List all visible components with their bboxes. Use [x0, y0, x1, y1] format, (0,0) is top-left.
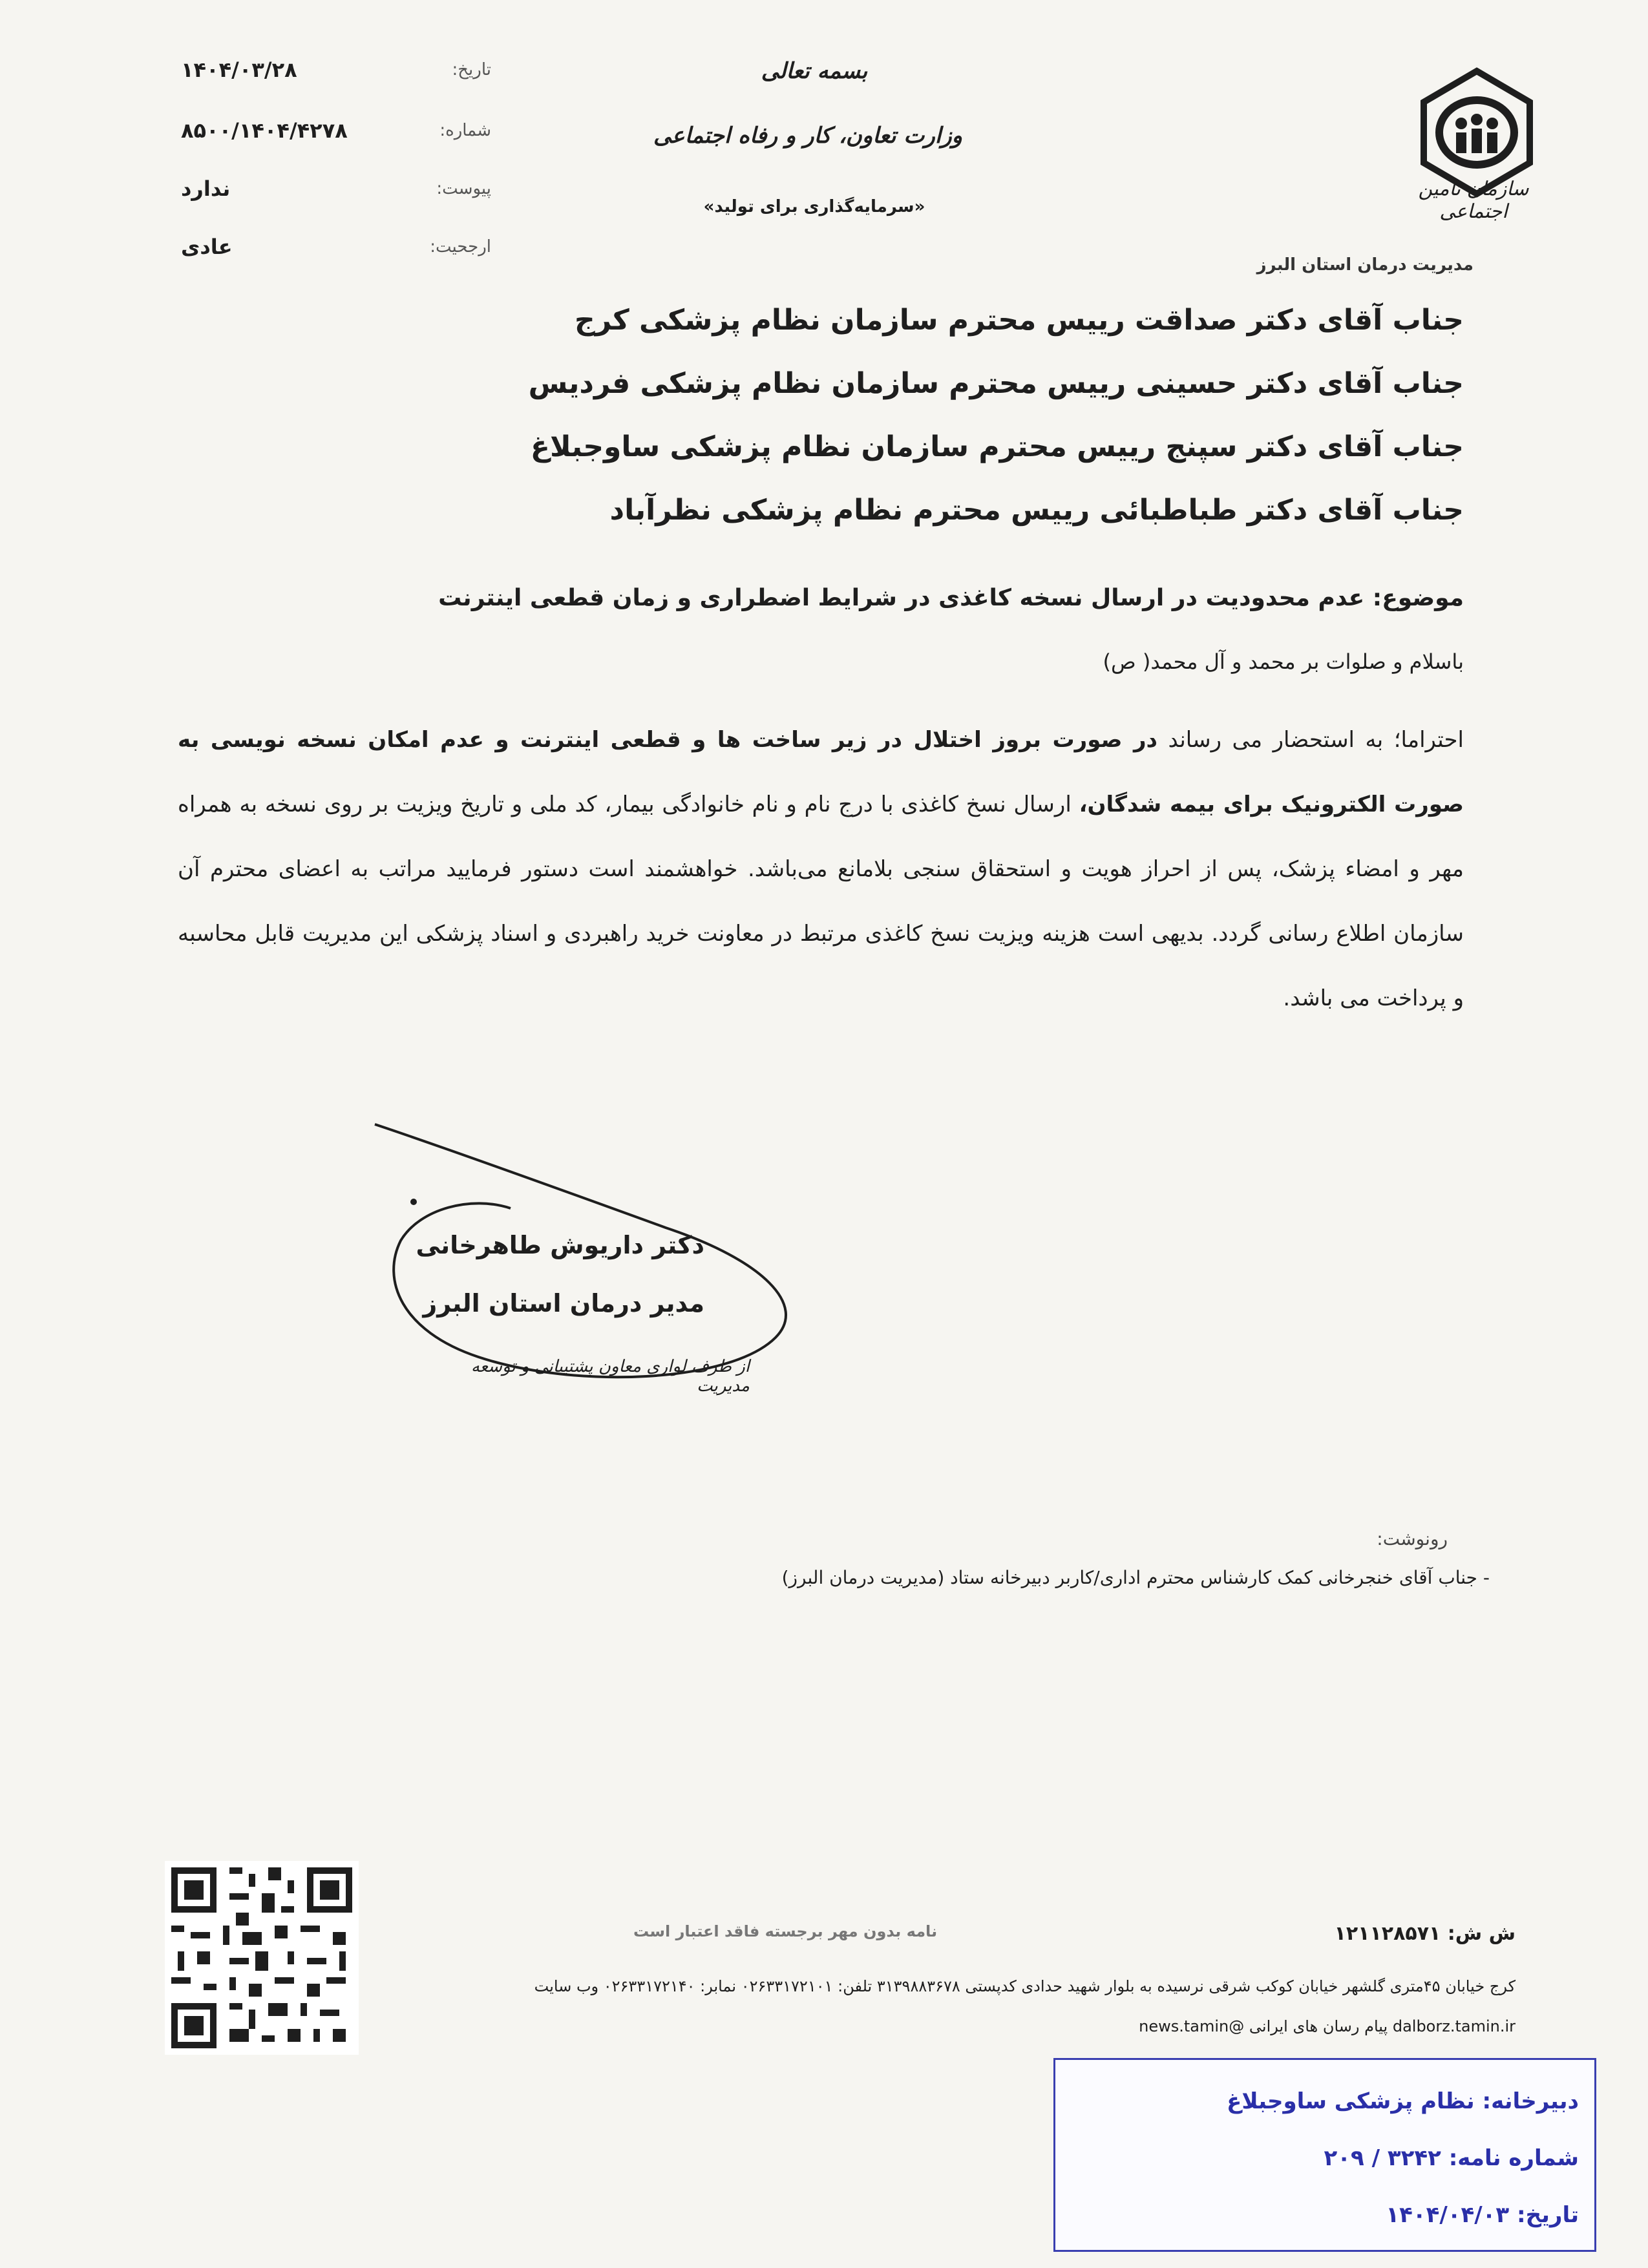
cc-label: رونوشت: [1377, 1528, 1448, 1549]
priority-value: عادی [181, 235, 233, 259]
secretariat-date: تاریخ: ۱۴۰۴/۰۴/۰۳ [1386, 2202, 1579, 2228]
cc-recipient: - جناب آقای خنجرخانی کمک کارشناس محترم اداری/کاربر دبیرخانه ستاد (مدیریت درمان البرز) [781, 1567, 1490, 1588]
date-label: تاریخ: [452, 60, 491, 79]
attachment-value: ندارد [181, 176, 231, 201]
meta-date-row [181, 50, 491, 89]
qr-code-icon [165, 1861, 359, 2055]
footer-contact: dalborz.tamin.ir پیام رسان های ایرانی @news.tamin [1139, 2017, 1516, 2035]
meta-number-row [181, 111, 491, 150]
signer-title: مدیر درمان استان البرز [423, 1289, 704, 1318]
secretariat-stamp [1053, 2058, 1596, 2252]
recipient-line: جناب آقای دکتر صداقت رییس محترم سازمان نظام پزشکی کرج [575, 304, 1464, 337]
body-rest: ارسال نسخ کاغذی با درج نام و نام خانوادگی بیمار، کد ملی و تاریخ ویزیت بر روی نسخه به همراه مهر و امضاء پزشک، پس از احراز هویت و استحقاق سنجی بلامانع می‌باشد. خواهشمند است دستور فرمایید مراتب به اعضای محترم آن سازمان اطلاع رسانی گردد. بدیهی است هزینه ویزیت نسخ کاغذی مرتبط در معاونت خرید راهبردی و اسناد پزشکی این مدیریت قابل محاسبه و پرداخت می باشد. [178, 792, 1464, 1011]
recipient-line: جناب آقای دکتر طباطبائی رییس محترم نظام پزشکی نظرآباد [609, 494, 1464, 527]
ministry-name: وزارت تعاون، کار و رفاه اجتماعی [653, 123, 963, 149]
org-name: سازمان تامین اجتماعی [1418, 178, 1529, 223]
body-emphasis: در صورت بروز اختلال در زیر ساخت ها و قطعی اینترنت و عدم امکان نسخه نویسی به صورت الکترونیک برای بیمه شدگان، [178, 727, 1464, 817]
year-slogan: «سرمایه‌گذاری برای تولید» [703, 197, 925, 216]
meta-priority-row [181, 227, 491, 266]
tracking-number: ش ش: ۱۲۱۱۲۸۵۷۱ [1334, 1922, 1516, 1945]
stamp-validity-note: نامه بدون مهر برجسته فاقد اعتبار است [633, 1922, 938, 1940]
org-subdivision: مدیریت درمان استان البرز [1256, 255, 1474, 275]
secretariat-name: دبیرخانه: نظام پزشکی ساوجبلاغ [1227, 2088, 1579, 2114]
number-label: شماره: [439, 121, 491, 140]
body-intro: احتراما؛ به استحضار می رساند [1157, 727, 1464, 753]
recipient-line: جناب آقای دکتر سپنج رییس محترم سازمان نظام پزشکی ساوجبلاغ [530, 430, 1464, 463]
date-value: ۱۴۰۴/۰۳/۲۸ [181, 58, 297, 82]
signer-name: دکتر داریوش طاهرخانی [416, 1231, 704, 1259]
letter-body [178, 708, 1464, 1031]
meta-attachment-row [181, 169, 491, 208]
letter-subject: موضوع: عدم محدودیت در ارسال نسخه کاغذی در شرایط اضطراری و زمان قطعی اینترنت [438, 585, 1464, 611]
letter-greeting: باسلام و صلوات بر محمد و آل محمد( ص) [1103, 649, 1464, 674]
attachment-label: پیوست: [436, 179, 491, 198]
priority-label: ارجحیت: [430, 237, 491, 257]
recipient-line: جناب آقای دکتر حسینی رییس محترم سازمان نظام پزشکی فردیس [528, 367, 1464, 400]
number-value: ۸۵۰۰/۱۴۰۴/۴۲۷۸ [181, 118, 348, 143]
bismillah-heading: بسمه تعالی [761, 58, 868, 84]
on-behalf-note: از طرف لواری معاون پشتیبانی و توسعه مدیریت [470, 1357, 750, 1396]
secretariat-letter-number: شماره نامه: ۳۲۴۲ / ۲۰۹ [1324, 2145, 1579, 2171]
footer-address: کرج خیابان ۴۵متری گلشهر خیابان کوکب شرقی نرسیده به بلوار شهید حدادی کدپستی ۳۱۳۹۸۸۳۶۷۸ تلفن: ۰۲۶۳۳۱۷۲۱۰۱ نمابر: ۰۲۶۳۳۱۷۲۱۴۰ وب سایت [534, 1977, 1516, 1995]
